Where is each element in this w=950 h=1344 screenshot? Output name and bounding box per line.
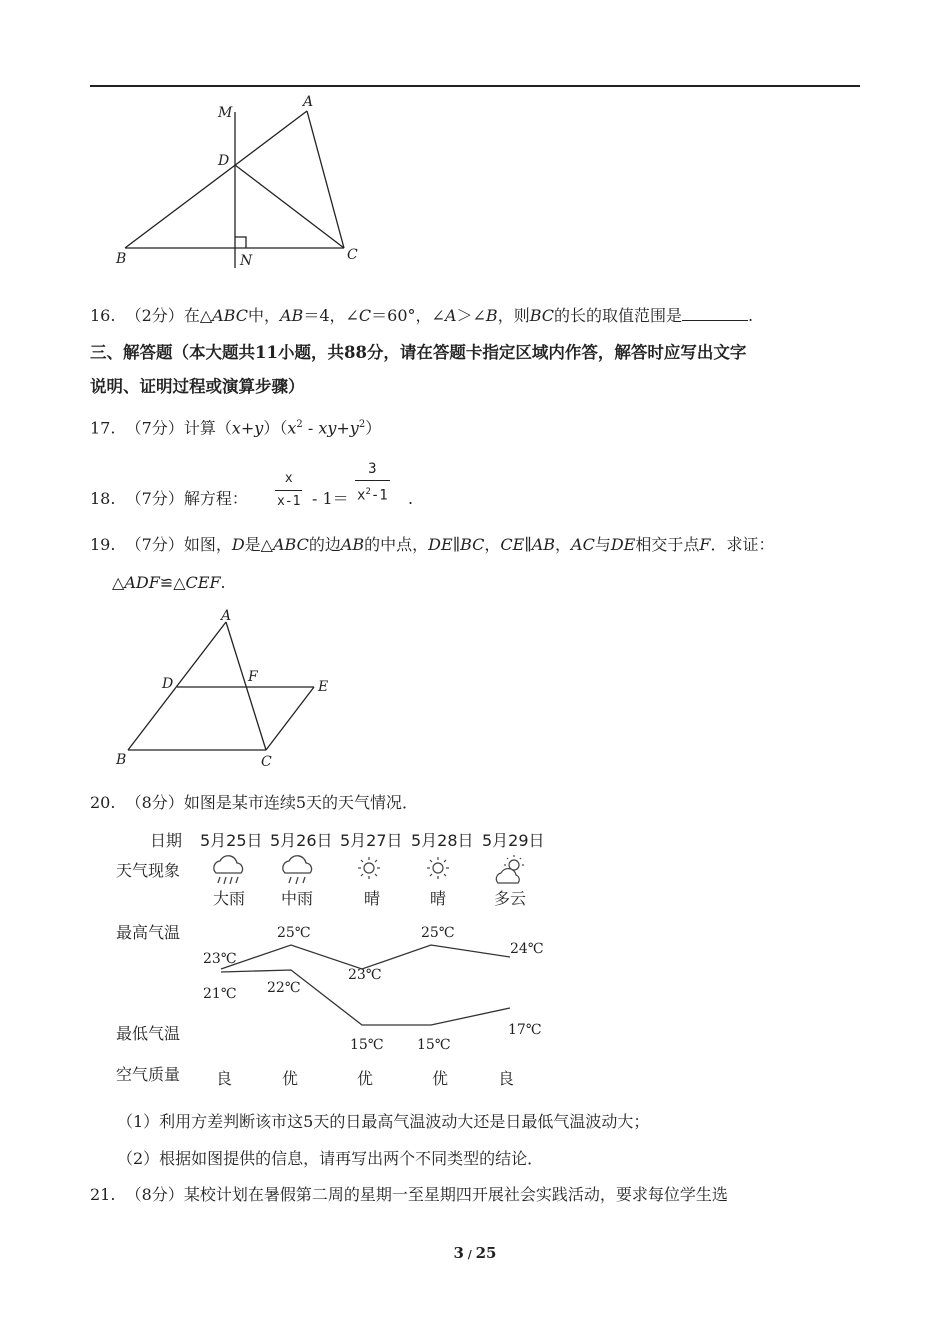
label-a: A	[303, 94, 314, 110]
low-temp-label-2: 22℃	[267, 980, 301, 996]
air-quality-2: 优	[282, 1069, 299, 1088]
question-19-line2: △ADF≌△CEF.	[112, 573, 226, 592]
label-e: E	[318, 679, 329, 695]
air-quality-3: 优	[357, 1069, 374, 1088]
label-c: C	[261, 754, 272, 770]
partly-cloudy-icon	[496, 855, 524, 883]
page-number: 3 / 25	[453, 1244, 497, 1262]
question-16: 16. （2分）在△ABC中，AB＝4，∠C＝60°，∠A＞∠B，则BC的长的取值范围是 .	[90, 306, 754, 325]
label-d: D	[162, 676, 174, 692]
high-temp-label-5: 24℃	[510, 941, 544, 957]
high-temp-label-4: 25℃	[421, 925, 455, 941]
condition-1: 大雨	[213, 889, 246, 908]
date-5: 5月29日	[482, 831, 545, 850]
label-b: B	[116, 752, 127, 768]
label-b: B	[116, 251, 127, 267]
question-18: 18. （7分）解方程： $\frac{x}{x-1}$ - 1＝ $\frac{3}{x^2-1}$ .	[90, 458, 248, 480]
fraction-3-over-x2-1: $\frac{3}{x^2-1}$	[355, 458, 390, 507]
label-n: N	[240, 253, 253, 269]
series-line-high	[221, 945, 510, 969]
row-label-phenomenon: 天气现象	[116, 861, 181, 880]
condition-4: 晴	[430, 889, 447, 908]
heavy-rain-icon	[214, 856, 243, 884]
low-temp-label-5: 17℃	[508, 1022, 542, 1038]
low-temp-label-3: 15℃	[350, 1037, 384, 1050]
right-angle-mark	[235, 237, 246, 248]
label-c: C	[347, 247, 358, 263]
condition-3: 晴	[364, 889, 381, 908]
segment-ac	[307, 111, 344, 248]
row-label-low: 最低气温	[116, 1024, 181, 1043]
label-f: F	[248, 669, 258, 685]
row-label-high: 最高气温	[116, 923, 181, 942]
figure-abc-def	[110, 600, 350, 775]
label-a: A	[221, 608, 232, 624]
low-temp-label-1: 21℃	[203, 986, 237, 1002]
segment-ce	[266, 687, 314, 750]
question-19-line1: 19. （7分）如图，D是△ABC的边AB的中点，DE∥BC，CE∥AB，AC与DE相交于点F．求证：	[90, 535, 775, 554]
moderate-rain-icon	[283, 856, 312, 884]
air-quality-5: 良	[498, 1069, 515, 1088]
date-3: 5月27日	[340, 831, 403, 850]
low-temp-label-4: 15℃	[417, 1037, 451, 1050]
segment-ba	[125, 111, 307, 248]
date-1: 5月25日	[200, 831, 263, 850]
fraction-x-over-x-1: $\frac{x}{x-1}$	[275, 468, 302, 513]
question-21: 21. （8分）某校计划在暑假第二周的星期一至星期四开展社会实践活动，要求每位学生选	[90, 1185, 728, 1204]
row-label-air: 空气质量	[116, 1065, 181, 1084]
label-d: D	[218, 153, 230, 169]
question-20-sub2: （2）根据如图提供的信息，请再写出两个不同类型的结论．	[117, 1149, 544, 1168]
label-m: M	[218, 105, 233, 121]
section-3-heading-line1: 三、解答题（本大题共11小题，共88分，请在答题卡指定区域内作答，解答时应写出文字	[90, 343, 747, 362]
row-label-date: 日期	[150, 831, 183, 850]
answer-blank	[682, 306, 748, 321]
segment-ac	[226, 622, 266, 750]
segment-ab	[128, 622, 226, 750]
condition-5: 多云	[494, 889, 527, 908]
section-3-heading-line2: 说明、证明过程或演算步骤）	[90, 377, 305, 396]
high-temp-label-1: 23℃	[203, 951, 237, 967]
weather-icons	[205, 850, 535, 890]
sunny-icon	[427, 857, 449, 879]
air-quality-1: 良	[216, 1069, 233, 1088]
date-2: 5月26日	[270, 831, 333, 850]
question-20: 20. （8分）如图是某市连续5天的天气情况．	[90, 793, 418, 812]
figure-mdn-triangle	[110, 92, 370, 272]
date-4: 5月28日	[411, 831, 474, 850]
high-temp-label-3: 23℃	[348, 967, 382, 983]
header-rule	[90, 85, 860, 87]
air-quality-4: 优	[432, 1069, 449, 1088]
segment-dc	[235, 165, 344, 248]
temperature-chart	[195, 920, 550, 1050]
condition-2: 中雨	[281, 889, 314, 908]
question-17: 17. （7分）计算$(x+y)(x^2 - xy+y^2)$	[90, 418, 382, 438]
high-temp-label-2: 25℃	[277, 925, 311, 941]
question-20-sub1: （1）利用方差判断该市这5天的日最高气温波动大还是日最低气温波动大；	[117, 1112, 650, 1131]
sunny-icon	[358, 857, 380, 879]
